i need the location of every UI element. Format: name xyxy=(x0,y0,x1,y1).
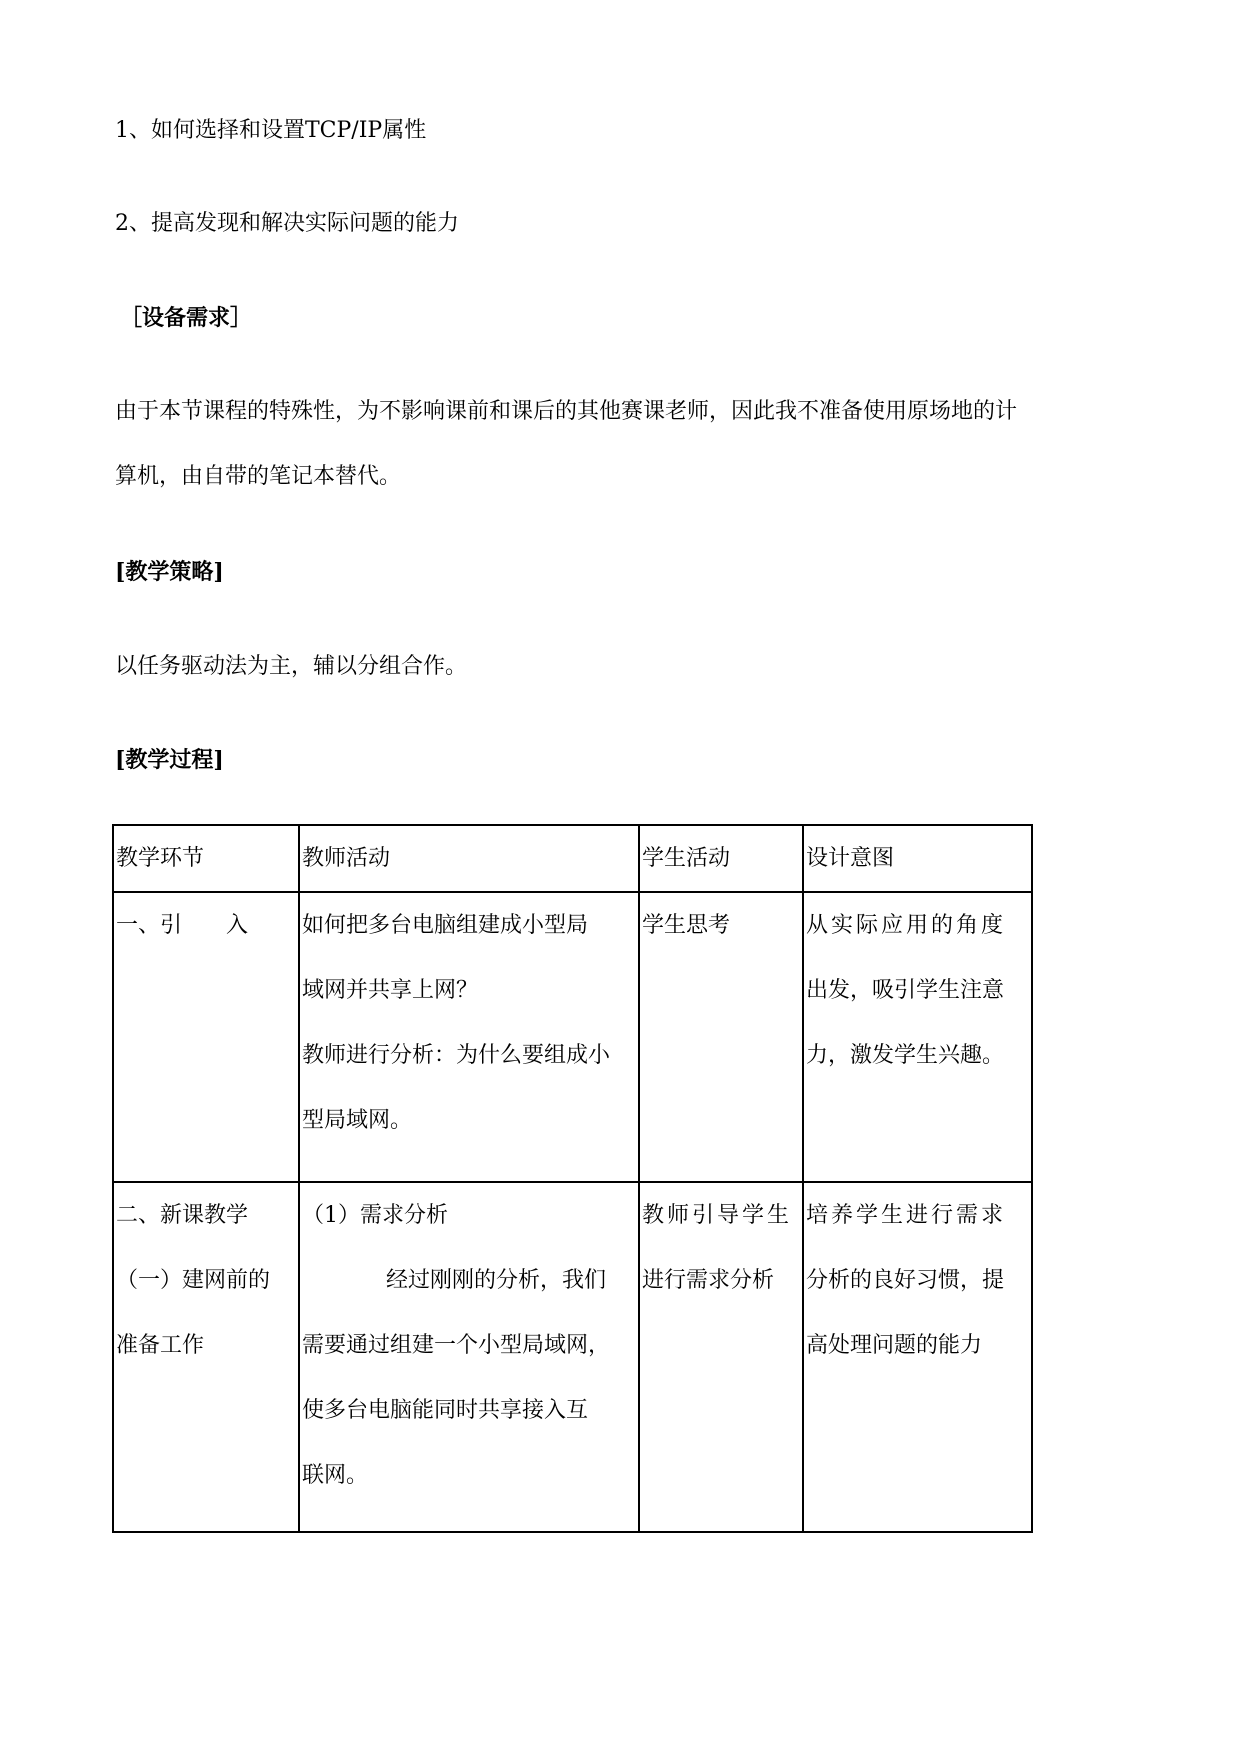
cell-text: 进行需求分析 xyxy=(642,1268,775,1293)
cell-text: 准备工作 xyxy=(116,1333,205,1358)
teaching-process-table xyxy=(112,824,1033,1533)
cell-intent xyxy=(803,1182,1032,1532)
table-header-row xyxy=(113,825,1032,892)
heading-strategy: [教学策略] xyxy=(115,559,224,585)
cell-text: 二、新课教学 xyxy=(116,1203,249,1228)
cell-text: 教师进行分析：为什么要组成小 xyxy=(302,1043,611,1068)
cell-text: 高处理问题的能力 xyxy=(806,1333,983,1358)
strategy-text: 以任务驱动法为主，辅以分组合作。 xyxy=(115,654,468,679)
cell-text: 经过刚刚的分析，我们 xyxy=(386,1268,607,1293)
cell-text: 培养学生进行需求 xyxy=(806,1203,1007,1228)
heading-process: [教学过程] xyxy=(115,747,224,773)
cell-student xyxy=(639,1182,803,1532)
table-row xyxy=(113,1182,1032,1532)
cell-text: 如何把多台电脑组建成小型局 xyxy=(302,913,589,938)
cell-text: 联网。 xyxy=(302,1463,369,1488)
table-row xyxy=(113,892,1032,1182)
equipment-text-line-2: 算机，由自带的笔记本替代。 xyxy=(115,464,402,489)
cell-text: 一、引 入 xyxy=(116,913,249,938)
header-student-activity: 学生活动 xyxy=(639,825,803,892)
cell-text: 使多台电脑能同时共享接入互 xyxy=(302,1398,589,1423)
cell-teacher xyxy=(299,1182,639,1532)
cell-stage xyxy=(113,1182,299,1532)
cell-text: 需要通过组建一个小型局域网， xyxy=(302,1333,611,1358)
cell-stage xyxy=(113,892,299,1182)
cell-text: 力，激发学生兴趣。 xyxy=(806,1043,1005,1068)
cell-text: （1）需求分析 xyxy=(302,1203,448,1228)
cell-text: 分析的良好习惯，提 xyxy=(806,1268,1005,1293)
cell-text: 出发，吸引学生注意 xyxy=(806,978,1005,1003)
cell-text: 域网并共享上网？ xyxy=(302,978,479,1003)
objective-item-2: 2、提高发现和解决实际问题的能力 xyxy=(115,211,459,236)
heading-equipment: ［设备需求］ xyxy=(120,305,253,331)
cell-intent xyxy=(803,892,1032,1182)
cell-text: 教师引导学生 xyxy=(642,1203,793,1228)
equipment-text-line-1: 由于本节课程的特殊性，为不影响课前和课后的其他赛课老师，因此我不准备使用原场地的计 xyxy=(115,399,1018,424)
cell-text: （一）建网前的 xyxy=(116,1268,271,1293)
objective-item-1: 1、如何选择和设置TCP/IP属性 xyxy=(115,118,427,143)
header-design-intent: 设计意图 xyxy=(803,825,1032,892)
header-teacher-activity: 教师活动 xyxy=(299,825,639,892)
cell-text: 型局域网。 xyxy=(302,1108,413,1133)
cell-student xyxy=(639,892,803,1182)
cell-teacher xyxy=(299,892,639,1182)
header-stage: 教学环节 xyxy=(113,825,299,892)
cell-text: 学生思考 xyxy=(642,913,731,938)
cell-text: 从实际应用的角度 xyxy=(806,913,1007,938)
